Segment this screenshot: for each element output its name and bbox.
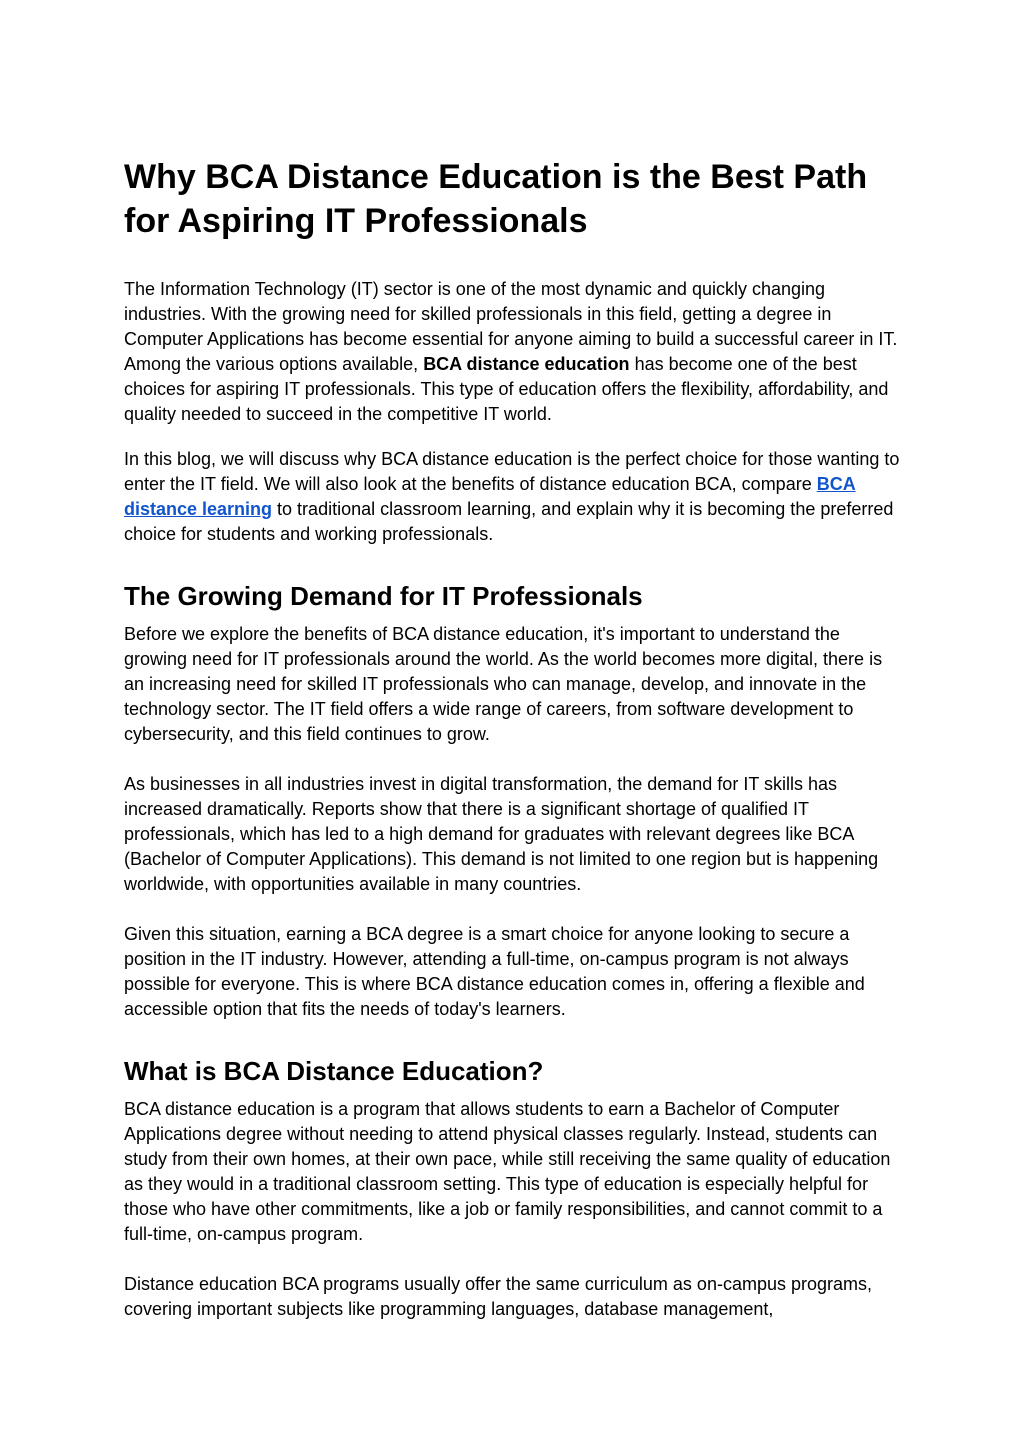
intro-paragraph-1: [124, 277, 904, 427]
section-heading-what-is: What is BCA Distance Education?: [124, 1056, 544, 1086]
intro-p1-text-a: The Information Technology (IT) sector is one of the most dynamic and quickly changing industries. With the growing need for skilled professionals in this field, getting a degree in Computer Applications has become essential for anyone aiming to build a successful career in IT. Among the various options available,: [124, 279, 898, 374]
intro-paragraph-2: [124, 447, 904, 547]
section2-paragraph-1: BCA distance education is a program that allows students to earn a Bachelor of Computer Applications degree without needing to attend physical classes regularly. Instead, students can study from their own homes, at their own pace, while still receiving the same quality of education as they would in a traditional classroom setting. This type of education is especially helpful for those who have other commitments, like a job or family responsibilities, and cannot commit to a full-time, on-campus program.: [124, 1099, 891, 1244]
section1-paragraph-2: As businesses in all industries invest in digital transformation, the demand for IT skills has increased dramatically. Reports show that there is a significant shortage of qualified IT professionals, which has led to a high demand for graduates with relevant degrees like BCA (Bachelor of Computer Applications). This demand is not limited to one region but is happening worldwide, with opportunities available in many countries.: [124, 774, 879, 894]
intro-p1-text-b: has become one of the best choices for aspiring IT professionals. This type of education offers the flexibility, affordability, and quality needed to succeed in the competitive IT world.: [124, 354, 889, 424]
bca-distance-learning-link[interactable]: BCA distance learning: [124, 474, 856, 519]
page-title: Why BCA Distance Education is the Best Path for Aspiring IT Professionals: [124, 158, 868, 240]
intro-p1-bold: BCA distance education: [423, 354, 630, 374]
section1-paragraph-1: Before we explore the benefits of BCA distance education, it's important to understand the growing need for IT professionals around the world. As the world becomes more digital, there is an increasing need for skilled IT professionals who can manage, develop, and innovate in the technology sector. The IT field offers a wide range of careers, from software development to cybersecurity, and this field continues to grow.: [124, 624, 883, 744]
intro-p2-text-b: to traditional classroom learning, and explain why it is becoming the preferred choice for students and working professionals.: [124, 499, 894, 544]
section-heading-demand: The Growing Demand for IT Professionals: [124, 581, 643, 611]
document-page: [124, 155, 904, 1322]
section2-paragraph-2: Distance education BCA programs usually offer the same curriculum as on-campus programs, covering important subjects like programming languages, database management,: [124, 1274, 873, 1319]
intro-p2-text-a: In this blog, we will discuss why BCA distance education is the perfect choice for those wanting to enter the IT field. We will also look at the benefits of distance education BCA, compare: [124, 449, 900, 494]
section1-paragraph-3: Given this situation, earning a BCA degree is a smart choice for anyone looking to secure a position in the IT industry. However, attending a full-time, on-campus program is not always possible for everyone. This is where BCA distance education comes in, offering a flexible and accessible option that fits the needs of today's learners.: [124, 924, 865, 1019]
